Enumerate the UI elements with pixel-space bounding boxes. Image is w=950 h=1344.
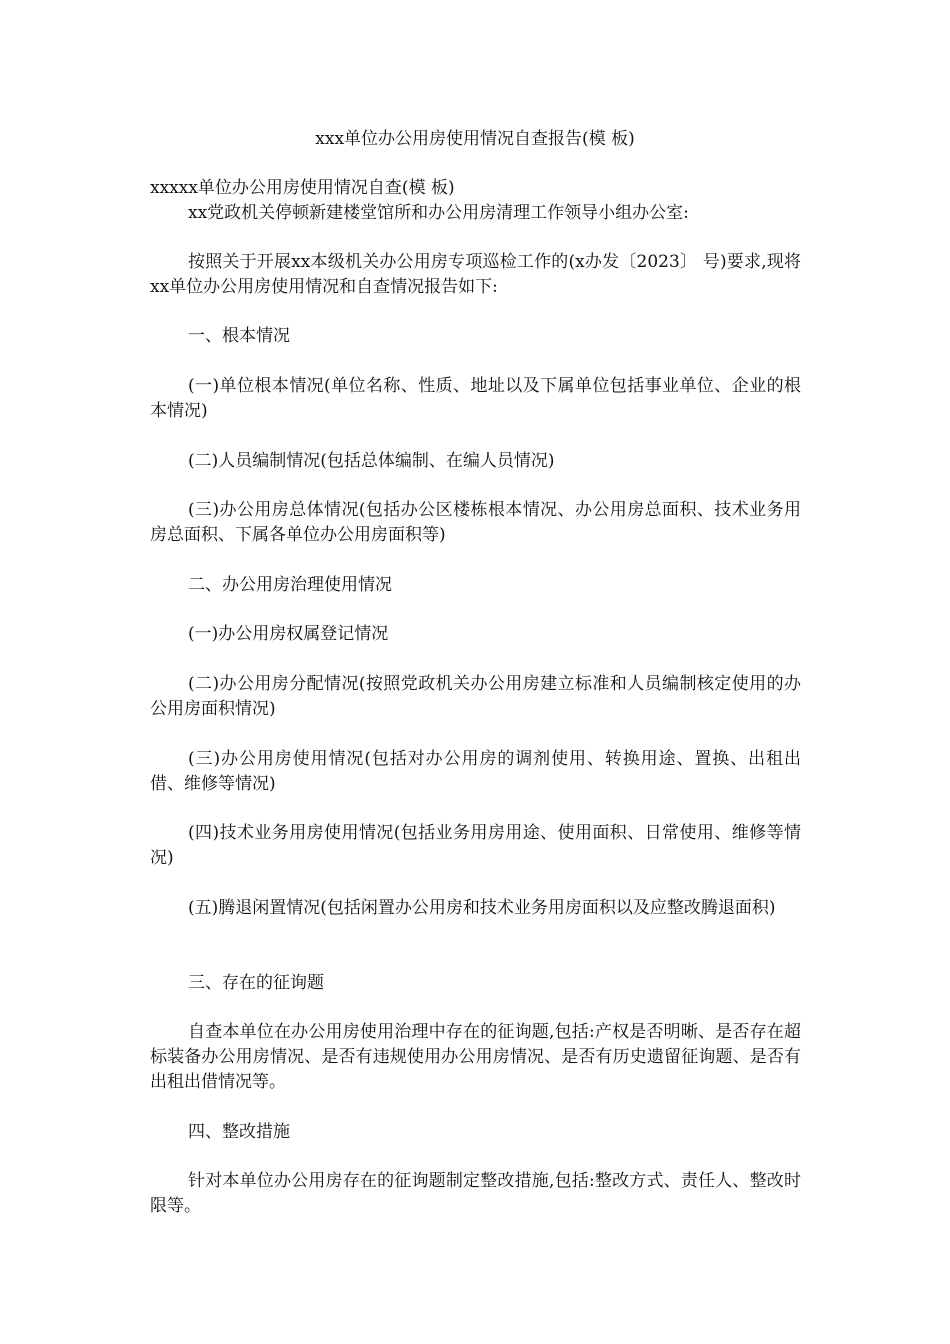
document-title: xxx单位办公用房使用情况自查报告(模 板) bbox=[315, 129, 635, 149]
section-2-item-5: (五)腾退闲置情况(包括闲置办公用房和技术业务用房面积以及应整改腾退面积) bbox=[188, 898, 776, 918]
intro-paragraph: 按照关于开展xx本级机关办公用房专项巡检工作的(x办发〔2023〕 号)要求,现将xx单位办公用房使用情况和自查情况报告如下: bbox=[150, 252, 801, 297]
section-2-item-3: (三)办公用房使用情况(包括对办公用房的调剂使用、转换用途、置换、出租出借、维修等情况) bbox=[150, 749, 801, 794]
section-2-item-1: (一)办公用房权属登记情况 bbox=[188, 624, 389, 644]
section-2-item-4: (四)技术业务用房使用情况(包括业务用房用途、使用面积、日常使用、维修等情况) bbox=[150, 823, 801, 868]
section-3-heading: 三、存在的征询题 bbox=[188, 973, 324, 993]
section-3-body: 自查本单位在办公用房使用治理中存在的征询题,包括:产权是否明晰、是否存在超标装备办公用房情况、是否有违规使用办公用房情况、是否有历史遗留征询题、是否有出租出借情况等。 bbox=[150, 1022, 801, 1092]
section-4-heading: 四、整改措施 bbox=[188, 1122, 290, 1142]
section-1-item-3: (三)办公用房总体情况(包括办公区楼栋根本情况、办公用房总面积、技术业务用房总面积、下属各单位办公用房面积等) bbox=[150, 500, 801, 545]
section-2-heading: 二、办公用房治理使用情况 bbox=[188, 575, 392, 595]
section-4-body: 针对本单位办公用房存在的征询题制定整改措施,包括:整改方式、责任人、整改时限等。 bbox=[150, 1171, 801, 1216]
section-2-item-2: (二)办公用房分配情况(按照党政机关办公用房建立标准和人员编制核定使用的办公用房面积情况) bbox=[150, 674, 801, 719]
section-1-heading: 一、根本情况 bbox=[188, 326, 290, 346]
addressee-line: xx党政机关停顿新建楼堂馆所和办公用房清理工作领导小组办公室: bbox=[188, 203, 689, 223]
section-1-item-1: (一)单位根本情况(单位名称、性质、地址以及下属单位包括事业单位、企业的根本情况) bbox=[150, 376, 801, 421]
section-1-item-2: (二)人员编制情况(包括总体编制、在编人员情况) bbox=[188, 451, 555, 471]
document-subtitle: xxxxx单位办公用房使用情况自查(模 板) bbox=[150, 178, 455, 198]
